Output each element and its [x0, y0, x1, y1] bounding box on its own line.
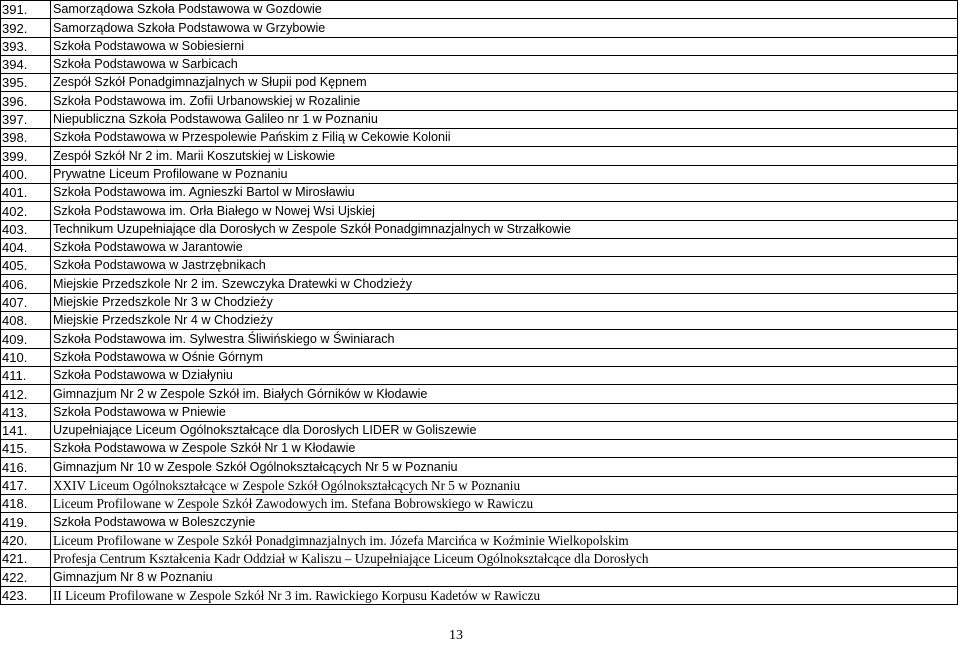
row-number: 395. [1, 74, 51, 92]
school-name: Gimnazjum Nr 10 w Zespole Szkół Ogólnokształcących Nr 5 w Poznaniu [51, 458, 958, 476]
table-row [1, 92, 958, 110]
row-number: 398. [1, 129, 51, 147]
row-number: 415. [1, 440, 51, 458]
row-number: 407. [1, 293, 51, 311]
table-row [1, 129, 958, 147]
row-number: 400. [1, 165, 51, 183]
row-number: 409. [1, 330, 51, 348]
row-number: 401. [1, 183, 51, 201]
row-number: 405. [1, 257, 51, 275]
row-number: 141. [1, 421, 51, 439]
table-row [1, 238, 958, 256]
row-number: 397. [1, 110, 51, 128]
table-row [1, 74, 958, 92]
table-row [1, 147, 958, 165]
table-row [1, 348, 958, 366]
school-name: Szkoła Podstawowa w Zespole Szkół Nr 1 w Kłodawie [51, 440, 958, 458]
table-row [1, 366, 958, 384]
row-number: 418. [1, 495, 51, 513]
row-number: 396. [1, 92, 51, 110]
table-row [1, 37, 958, 55]
school-name: Zespół Szkół Nr 2 im. Marii Koszutskiej w Liskowie [51, 147, 958, 165]
school-name: Miejskie Przedszkole Nr 4 w Chodzieży [51, 312, 958, 330]
school-name: Szkoła Podstawowa im. Sylwestra Śliwińskiego w Świniarach [51, 330, 958, 348]
school-name: Szkoła Podstawowa w Sarbicach [51, 55, 958, 73]
school-name: Gimnazjum Nr 8 w Poznaniu [51, 568, 958, 586]
table-row [1, 110, 958, 128]
school-name: Szkoła Podstawowa im. Zofii Urbanowskiej w Rozalinie [51, 92, 958, 110]
row-number: 421. [1, 549, 51, 567]
school-name: Szkoła Podstawowa w Boleszczynie [51, 513, 958, 531]
school-name: Szkoła Podstawowa w Ośnie Górnym [51, 348, 958, 366]
schools-table-body [1, 1, 958, 605]
row-number: 393. [1, 37, 51, 55]
table-row [1, 549, 958, 567]
school-name: Liceum Profilowane w Zespole Szkół Ponadgimnazjalnych im. Józefa Marcińca w Koźminie Wielkopolskim [51, 531, 958, 549]
table-row [1, 531, 958, 549]
table-row [1, 495, 958, 513]
row-number: 392. [1, 19, 51, 37]
school-name: Prywatne Liceum Profilowane w Poznaniu [51, 165, 958, 183]
row-number: 420. [1, 531, 51, 549]
row-number: 391. [1, 1, 51, 19]
school-name: Liceum Profilowane w Zespole Szkół Zawodowych im. Stefana Bobrowskiego w Rawiczu [51, 495, 958, 513]
school-name: II Liceum Profilowane w Zespole Szkół Nr 3 im. Rawickiego Korpusu Kadetów w Rawiczu [51, 586, 958, 604]
table-row [1, 220, 958, 238]
row-number: 404. [1, 238, 51, 256]
school-name: Miejskie Przedszkole Nr 3 w Chodzieży [51, 293, 958, 311]
row-number: 413. [1, 403, 51, 421]
school-name: Szkoła Podstawowa w Przespolewie Pańskim z Filią w Cekowie Kolonii [51, 129, 958, 147]
row-number: 394. [1, 55, 51, 73]
school-name: XXIV Liceum Ogólnokształcące w Zespole Szkół Ogólnokształcących Nr 5 w Poznaniu [51, 476, 958, 494]
row-number: 399. [1, 147, 51, 165]
school-name: Niepubliczna Szkoła Podstawowa Galileo nr 1 w Poznaniu [51, 110, 958, 128]
school-name: Miejskie Przedszkole Nr 2 im. Szewczyka Dratewki w Chodzieży [51, 275, 958, 293]
school-name: Samorządowa Szkoła Podstawowa w Gozdowie [51, 1, 958, 19]
school-name: Szkoła Podstawowa im. Agnieszki Bartol w Mirosławiu [51, 183, 958, 201]
school-name: Szkoła Podstawowa w Sobiesierni [51, 37, 958, 55]
table-row [1, 183, 958, 201]
table-row [1, 403, 958, 421]
school-name: Profesja Centrum Kształcenia Kadr Oddział w Kaliszu – Uzupełniające Liceum Ogólnokształcące dla Dorosłych [51, 549, 958, 567]
table-row [1, 293, 958, 311]
row-number: 402. [1, 202, 51, 220]
school-name: Samorządowa Szkoła Podstawowa w Grzybowie [51, 19, 958, 37]
table-row [1, 312, 958, 330]
row-number: 411. [1, 366, 51, 384]
table-row [1, 165, 958, 183]
table-row [1, 586, 958, 604]
school-name: Szkoła Podstawowa w Jastrzębnikach [51, 257, 958, 275]
table-row [1, 330, 958, 348]
row-number: 422. [1, 568, 51, 586]
school-name: Szkoła Podstawowa im. Orła Białego w Nowej Wsi Ujskiej [51, 202, 958, 220]
school-name: Zespół Szkół Ponadgimnazjalnych w Słupii pod Kępnem [51, 74, 958, 92]
table-row [1, 385, 958, 403]
table-row [1, 1, 958, 19]
table-row [1, 458, 958, 476]
table-row [1, 202, 958, 220]
school-name: Szkoła Podstawowa w Pniewie [51, 403, 958, 421]
school-name: Szkoła Podstawowa w Działyniu [51, 366, 958, 384]
table-row [1, 55, 958, 73]
row-number: 423. [1, 586, 51, 604]
row-number: 417. [1, 476, 51, 494]
table-row [1, 440, 958, 458]
row-number: 416. [1, 458, 51, 476]
row-number: 410. [1, 348, 51, 366]
school-name: Technikum Uzupełniające dla Dorosłych w Zespole Szkół Ponadgimnazjalnych w Strzałkowie [51, 220, 958, 238]
row-number: 406. [1, 275, 51, 293]
table-row [1, 513, 958, 531]
row-number: 408. [1, 312, 51, 330]
table-row [1, 568, 958, 586]
row-number: 419. [1, 513, 51, 531]
school-name: Gimnazjum Nr 2 w Zespole Szkół im. Białych Górników w Kłodawie [51, 385, 958, 403]
row-number: 412. [1, 385, 51, 403]
table-row [1, 275, 958, 293]
table-row [1, 421, 958, 439]
school-name: Uzupełniające Liceum Ogólnokształcące dla Dorosłych LIDER w Goliszewie [51, 421, 958, 439]
table-row [1, 19, 958, 37]
row-number: 403. [1, 220, 51, 238]
table-row [1, 476, 958, 494]
school-name: Szkoła Podstawowa w Jarantowie [51, 238, 958, 256]
table-row [1, 257, 958, 275]
page-number: 13 [449, 628, 463, 643]
